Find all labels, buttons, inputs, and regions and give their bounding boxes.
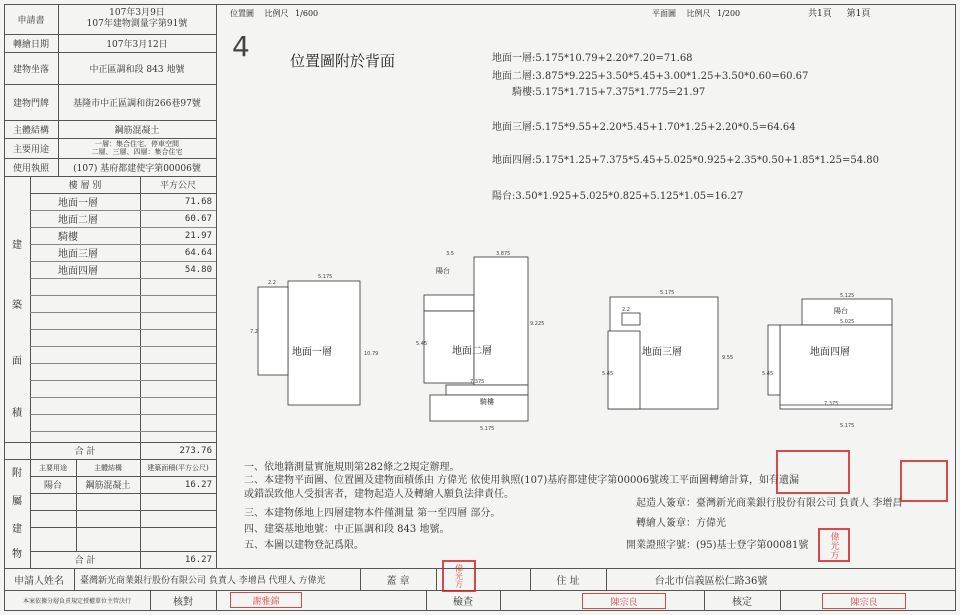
page-number: 第1頁 xyxy=(846,9,871,19)
label-location: 建物坐落 xyxy=(12,64,49,75)
annex-total-label: 合 計 xyxy=(74,556,96,566)
vertical-label-4: 積 xyxy=(12,408,22,419)
annex-area-0: 16.27 xyxy=(184,479,212,490)
company-seal xyxy=(776,450,850,494)
area-grid-line xyxy=(30,312,216,313)
area-row-sqm: 54.80 xyxy=(184,264,212,275)
plan-floor1-dim-depth: 10.79 xyxy=(364,351,379,357)
area-grid-line xyxy=(30,295,216,296)
plan-floor2-dim-c: 5.175 xyxy=(480,426,495,432)
location-label: 位置圖 xyxy=(230,9,254,18)
note-2: 二、本建物平面圖、位置圖及建物面積係由 方偉光 依使用執照(107)基府都建使字第00006號竣工平面圖轉繪計算，如有遺漏或錯誤致他人受損害者，建物起造人及轉繪人願負法律責任。 xyxy=(244,475,800,500)
area-grid-line xyxy=(30,261,216,262)
check-stamp: 謝雅錦 xyxy=(230,592,302,608)
plan-scale: 1/200 xyxy=(717,9,741,18)
plan-floor2-arcade: 騎樓 xyxy=(480,398,494,406)
annex-vertical-2: 屬 xyxy=(12,496,22,507)
formula-floor4: 地面四層:5.175*1.25+7.375*5.45+5.025*0.925+2.35*0.50+1.85*1.25=54.80 xyxy=(492,155,879,166)
plan-floor3-dim-c: 9.55 xyxy=(722,355,734,361)
formula-floor2: 地面二層:3.875*9.225+3.50*5.45+3.00*1.25+3.50*0.60=60.67 xyxy=(492,71,809,82)
applicant-value: 臺灣新光商業銀行股份有限公司 負責人 李增昌 代理人 方偉光 xyxy=(80,575,326,586)
plan-floor2-balcony: 陽台 xyxy=(436,267,450,275)
annex-header-structure: 主體結構 xyxy=(94,463,122,472)
plan-floor2-dim-a: 3.5 xyxy=(446,251,454,257)
plan-floor1-dim-width: 5.175 xyxy=(318,274,333,280)
plan-floor4-dim-mid: 5.025 xyxy=(840,319,855,325)
label-address: 建物門牌 xyxy=(12,98,49,109)
owner-signature xyxy=(636,494,902,509)
inspect-label: 檢查 xyxy=(453,596,473,608)
plan-floor2-label: 地面二層 xyxy=(452,346,492,357)
formula-balcony: 陽台:3.50*1.925+5.025*0.825+5.125*1.05=16.27 xyxy=(492,191,744,202)
area-header-sqm: 平方公尺 xyxy=(159,181,196,191)
plan-floor4-label: 地面四層 xyxy=(810,347,850,358)
plan-floor4-dim-side: 5.45 xyxy=(762,371,774,377)
drafter-label: 轉繪人簽章： xyxy=(636,518,696,529)
label-use-permit: 使用執照 xyxy=(12,163,49,174)
note-3: 三、本建物係地上四層建物本件僅測量 第一至四層 部分。 xyxy=(244,508,501,519)
area-grid-line xyxy=(30,278,216,279)
license-label: 開業證照字號： xyxy=(626,540,696,551)
value-use-permit: (107) 基府都建使字第00006號 xyxy=(73,163,201,174)
area-row-sqm: 21.97 xyxy=(184,230,212,241)
area-row-floor: 地面三層 xyxy=(58,249,98,260)
plan-floor1-dim-offset: 2.2 xyxy=(268,280,276,286)
owner-value: 臺灣新光商業銀行股份有限公司 負責人 李增昌 xyxy=(696,498,903,509)
applicant-stamp: 偉光方 xyxy=(442,560,476,592)
annex-vertical-1: 附 xyxy=(12,468,22,479)
owner-label: 起造人簽章： xyxy=(636,498,696,509)
annex-total-value: 16.27 xyxy=(184,554,212,565)
drafter-value: 方偉光 xyxy=(696,518,726,529)
plan-floor2-dim-e: 5.45 xyxy=(416,341,428,347)
plan-floor1-label: 地面一層 xyxy=(292,347,332,358)
area-row-sqm: 64.64 xyxy=(184,247,212,258)
seal-label: 蓋 章 xyxy=(386,575,410,587)
area-row-floor: 地面一層 xyxy=(58,198,98,209)
drafter-stamp: 偉光方 xyxy=(818,528,850,562)
responsibility-note: 本案依據分層負責規定授權單位主管決行 xyxy=(22,597,131,605)
page-count xyxy=(808,6,870,19)
plan-scale-header xyxy=(652,8,740,19)
handwritten-number: 4 xyxy=(232,30,250,63)
plan-floor4 xyxy=(762,293,892,429)
area-grid-line xyxy=(30,431,216,432)
area-grid-line xyxy=(30,329,216,330)
plan-floor4-dim-top: 5.125 xyxy=(840,293,855,299)
vertical-label-3: 面 xyxy=(12,356,22,367)
formula-floor3: 地面三層:5.175*9.55+2.20*5.45+1.70*1.25+2.20*0.5=64.64 xyxy=(492,122,796,133)
plan-floor4-dim-base: 5.175 xyxy=(840,423,855,429)
area-row-floor: 騎樓 xyxy=(58,232,78,243)
plan-floor4-dim-bottom: 7.375 xyxy=(824,401,839,407)
area-grid-line xyxy=(30,227,216,228)
note-1: 一、依地籍測量實施規則第282條之2規定辦理。 xyxy=(244,462,460,473)
area-grid-line xyxy=(30,244,216,245)
area-row-floor: 地面四層 xyxy=(58,266,98,277)
address-label: 住 址 xyxy=(556,575,580,587)
annex-structure-0: 鋼筋混凝土 xyxy=(85,481,131,491)
location-note: 位置圖附於背面 xyxy=(290,52,396,70)
plan-floor4-balcony: 陽台 xyxy=(834,307,848,315)
value-address: 基隆市中正區調和街266巷97號 xyxy=(73,98,201,109)
total-pages: 共1頁 xyxy=(808,9,832,19)
annex-header-area: 建築面積(平方公尺) xyxy=(147,463,209,472)
applicant-label: 申請人姓名 xyxy=(14,575,64,587)
area-header-floor: 樓 層 別 xyxy=(68,181,102,191)
plan-floor1 xyxy=(250,274,378,405)
area-grid-line xyxy=(30,210,216,211)
area-row-sqm: 71.68 xyxy=(184,196,212,207)
plan-floor2-dim-d: 9.225 xyxy=(530,321,545,327)
annex-header-use: 主要用途 xyxy=(39,463,67,472)
check-label: 核對 xyxy=(173,596,193,608)
location-scale-label: 比例尺 xyxy=(264,9,289,18)
plan-floor2 xyxy=(416,251,544,432)
inspect-stamp: 陳宗良 xyxy=(582,593,666,609)
area-total-label: 合 計 xyxy=(74,447,96,457)
plan-floor3-dim-b: 5.45 xyxy=(602,371,614,377)
location-scale: 1/600 xyxy=(295,9,319,18)
representative-seal xyxy=(900,460,948,502)
area-total-value: 273.76 xyxy=(179,445,212,456)
area-grid-line xyxy=(30,380,216,381)
plan-scale-label: 比例尺 xyxy=(686,9,711,18)
plan-floor3-dim-a: 2.2 xyxy=(622,307,630,313)
drafter-signature xyxy=(636,514,726,529)
location-scale-header xyxy=(230,8,318,19)
area-grid-line xyxy=(30,363,216,364)
value-application: 107年3月9日 107年建物測量字第91號 xyxy=(86,8,188,29)
plan-floor3 xyxy=(602,290,733,409)
approve-stamp: 陳宗良 xyxy=(822,593,906,609)
annex-vertical-4: 物 xyxy=(12,549,22,560)
annex-vertical-3: 建 xyxy=(12,524,22,535)
plan-floor2-dim-f: 7.375 xyxy=(470,379,485,385)
license-value: (95)基士登字第00081號 xyxy=(696,540,809,551)
label-draft-date: 轉繪日期 xyxy=(12,39,49,50)
area-row-sqm: 60.67 xyxy=(184,213,212,224)
formula-arcade: 騎樓:5.175*1.715+7.375*1.775=21.97 xyxy=(512,87,706,98)
area-grid-line xyxy=(30,397,216,398)
plan-floor1-dim-side: 7.2 xyxy=(250,329,258,335)
value-main-use: 一層：集合住宅、停車空間 二層、三層、四層：集合住宅 xyxy=(91,140,183,156)
value-structure: 鋼筋混凝土 xyxy=(114,125,160,136)
formula-floor1: 地面一層:5.175*10.79+2.20*7.20=71.68 xyxy=(492,53,693,64)
annex-use-0: 陽台 xyxy=(43,481,62,491)
area-grid-line xyxy=(30,346,216,347)
label-structure: 主體結構 xyxy=(12,125,49,136)
label-application: 申請書 xyxy=(17,15,45,26)
vertical-label-2: 築 xyxy=(12,300,22,311)
approve-label: 核定 xyxy=(732,596,752,608)
license-number xyxy=(626,536,808,551)
area-grid-line xyxy=(30,414,216,415)
plan-label: 平面圖 xyxy=(652,9,676,18)
plan-floor2-dim-b: 3.875 xyxy=(496,251,511,257)
note-4: 四、建築基地地號：中正區調和段 843 地號。 xyxy=(244,524,450,535)
floor-plans xyxy=(240,251,930,440)
plan-floor3-label: 地面三層 xyxy=(642,347,682,358)
note-5: 五、本圖以建物登記爲限。 xyxy=(244,540,364,551)
area-row-floor: 地面二層 xyxy=(58,215,98,226)
value-draft-date: 107年3月12日 xyxy=(106,39,168,50)
label-main-use: 主要用途 xyxy=(12,144,49,155)
plan-floor3-dim-top: 5.175 xyxy=(660,290,675,296)
vertical-label-1: 建 xyxy=(12,240,22,251)
value-location: 中正區調和段 843 地號 xyxy=(89,64,185,75)
address-value: 台北市信義區松仁路36號 xyxy=(654,575,768,587)
